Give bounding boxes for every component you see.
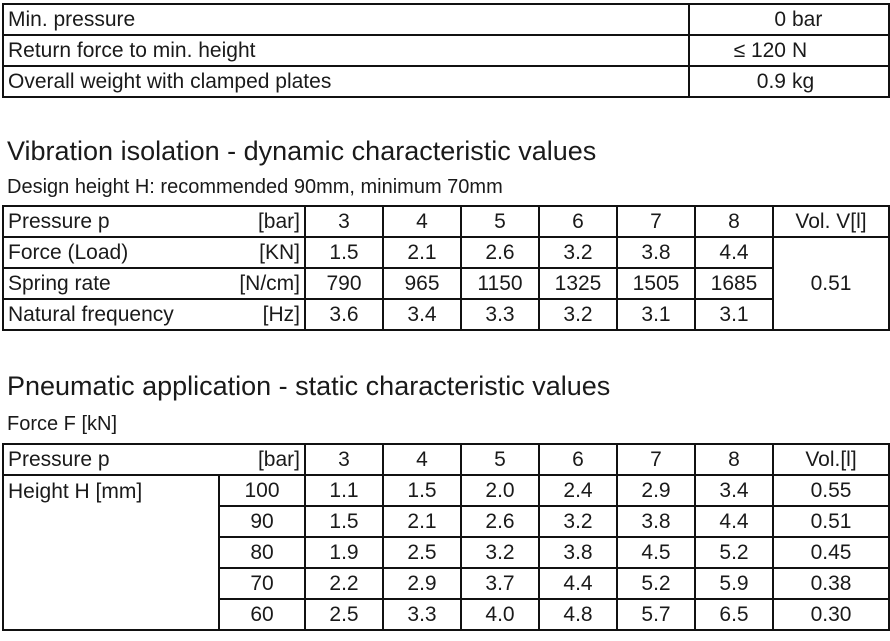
cell: 4.0: [461, 599, 539, 630]
cell: 2.2: [305, 568, 383, 599]
spec-row: [3, 66, 889, 97]
cell: 5.2: [617, 568, 695, 599]
spec-row: [3, 4, 889, 35]
cell: 3.2: [461, 537, 539, 568]
cell: 3.4: [383, 299, 461, 330]
spec-unit: bar: [792, 8, 823, 31]
pressure-value: 5: [461, 444, 539, 475]
pressure-value: 7: [617, 206, 695, 237]
cell: 3.4: [695, 475, 773, 506]
row-label: Spring rate: [3, 268, 229, 299]
cell: 2.6: [461, 506, 539, 537]
height-value: 100: [219, 475, 305, 506]
spec-value: 0: [774, 8, 786, 31]
cell: 1150: [461, 268, 539, 299]
cell: 3.7: [461, 568, 539, 599]
height-label: Height H [mm]: [3, 475, 219, 506]
pressure-value: 4: [383, 444, 461, 475]
spec-value: 0.9: [756, 70, 786, 93]
dynamic-row: [3, 268, 889, 299]
dynamic-row: [3, 299, 889, 330]
spec-label: Min. pressure: [3, 4, 689, 35]
row-unit: [N/cm]: [229, 268, 305, 299]
cell: 1.5: [383, 475, 461, 506]
height-value: 70: [219, 568, 305, 599]
cell: 965: [383, 268, 461, 299]
cell: 6.5: [695, 599, 773, 630]
static-table: [2, 443, 890, 631]
cell: 2.6: [461, 237, 539, 268]
spec-value-cell: [689, 4, 889, 35]
static-row: [3, 475, 889, 506]
cell: 3.1: [695, 299, 773, 330]
volume-value: 0.45: [773, 537, 889, 568]
dynamic-table: [2, 205, 890, 331]
spec-table: [2, 3, 890, 98]
cell: 3.6: [305, 299, 383, 330]
static-section-subtitle: Force F [kN]: [7, 413, 118, 435]
pressure-value: 6: [539, 444, 617, 475]
spec-label: Return force to min. height: [3, 35, 689, 66]
static-row: [3, 568, 889, 599]
cell: 3.3: [383, 599, 461, 630]
pressure-value: 4: [383, 206, 461, 237]
row-unit: [KN]: [229, 237, 305, 268]
spec-value-cell: [689, 35, 889, 66]
static-header-row: [3, 444, 889, 475]
cell: 4.4: [695, 506, 773, 537]
volume-value: 0.51: [773, 506, 889, 537]
cell: 3.8: [617, 506, 695, 537]
cell: 2.5: [383, 537, 461, 568]
row-unit: [Hz]: [229, 299, 305, 330]
static-row: [3, 599, 889, 630]
dynamic-header-row: [3, 206, 889, 237]
cell: 3.1: [617, 299, 695, 330]
pressure-value: 6: [539, 206, 617, 237]
volume-header: Vol. V[l]: [773, 206, 889, 237]
volume-value: 0.51: [773, 237, 889, 330]
cell: 2.5: [305, 599, 383, 630]
cell: 2.1: [383, 237, 461, 268]
cell: 2.9: [617, 475, 695, 506]
pressure-value: 3: [305, 444, 383, 475]
cell: 1325: [539, 268, 617, 299]
static-row: [3, 506, 889, 537]
height-value: 90: [219, 506, 305, 537]
cell: 2.0: [461, 475, 539, 506]
dynamic-section-subtitle: Design height H: recommended 90mm, minimum 70mm: [7, 176, 503, 198]
cell: 3.2: [539, 506, 617, 537]
volume-value: 0.55: [773, 475, 889, 506]
cell: 3.2: [539, 299, 617, 330]
static-row: [3, 537, 889, 568]
cell: 790: [305, 268, 383, 299]
cell: 1685: [695, 268, 773, 299]
header-unit: [bar]: [219, 444, 305, 475]
spec-row: [3, 35, 889, 66]
cell: 4.4: [539, 568, 617, 599]
cell: 3.3: [461, 299, 539, 330]
pressure-value: 8: [695, 206, 773, 237]
volume-header: Vol.[l]: [773, 444, 889, 475]
spec-value-cell: [689, 66, 889, 97]
cell: 3.8: [617, 237, 695, 268]
cell: 4.4: [695, 237, 773, 268]
cell: 2.9: [383, 568, 461, 599]
cell: 1505: [617, 268, 695, 299]
pressure-value: 5: [461, 206, 539, 237]
dynamic-row: [3, 237, 889, 268]
cell: 1.9: [305, 537, 383, 568]
row-label: Natural frequency: [3, 299, 229, 330]
header-label: Pressure p: [3, 444, 219, 475]
cell: 3.2: [539, 237, 617, 268]
pressure-value: 7: [617, 444, 695, 475]
volume-value: 0.38: [773, 568, 889, 599]
cell: 3.8: [539, 537, 617, 568]
static-section-title: Pneumatic application - static characteristic values: [7, 371, 611, 401]
cell: 1.5: [305, 506, 383, 537]
cell: 5.7: [617, 599, 695, 630]
spec-unit: N: [792, 39, 808, 62]
row-label: Force (Load): [3, 237, 229, 268]
height-value: 60: [219, 599, 305, 630]
cell: 4.8: [539, 599, 617, 630]
header-unit: [bar]: [229, 206, 305, 237]
cell: 4.5: [617, 537, 695, 568]
cell: 2.4: [539, 475, 617, 506]
height-value: 80: [219, 537, 305, 568]
cell: 5.2: [695, 537, 773, 568]
cell: 5.9: [695, 568, 773, 599]
spec-value: ≤ 120: [733, 39, 786, 62]
spec-unit: kg: [792, 70, 815, 93]
dynamic-section-title: Vibration isolation - dynamic characteristic values: [7, 136, 597, 166]
pressure-value: 8: [695, 444, 773, 475]
spec-label: Overall weight with clamped plates: [3, 66, 689, 97]
cell: 1.5: [305, 237, 383, 268]
cell: 2.1: [383, 506, 461, 537]
cell: 1.1: [305, 475, 383, 506]
header-label: Pressure p: [3, 206, 229, 237]
pressure-value: 3: [305, 206, 383, 237]
volume-value: 0.30: [773, 599, 889, 630]
